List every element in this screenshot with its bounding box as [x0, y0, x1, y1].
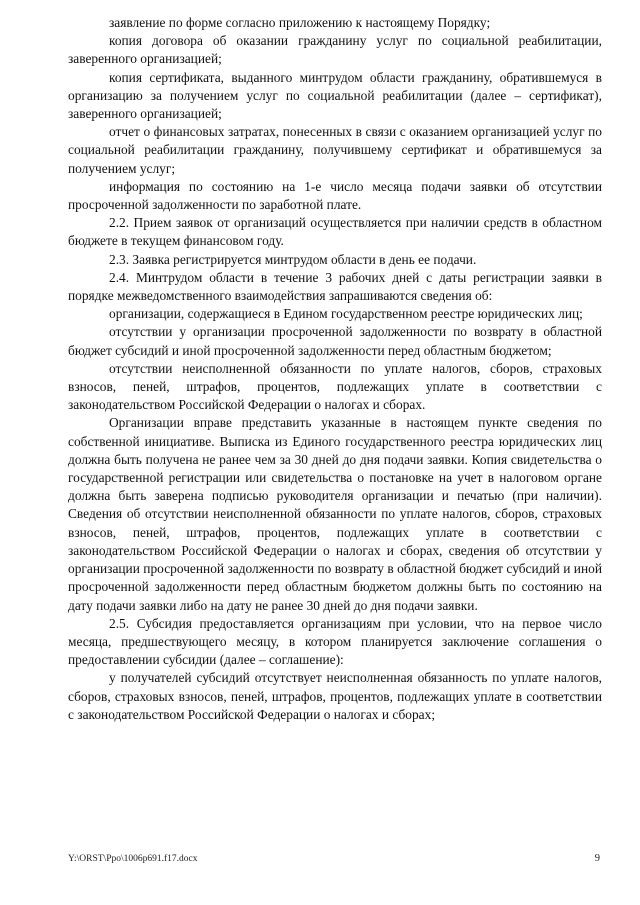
paragraph-financial-report: отчет о финансовых затратах, понесенных в связи с оказанием организацией услуг по социальной реабилитации гражданину, получившему сертификат и обратившемуся за получением услуг; [68, 124, 602, 176]
paragraph-2-5: 2.5. Субсидия предоставляется организациям при условии, что на первое число месяца, предшествующего месяцу, в котором планируется заключение соглашения о предоставлении субсидии (далее – соглашение): [68, 615, 602, 668]
paragraph-own-initiative: Организации вправе представить указанные в настоящем пункте сведения по собственной инициативе. Выписка из Единого государственного реестра юридических лиц должна быть получена не ранее чем за 30 дней до дня подачи заявки. Копия свидетельства о государственной регистрации или свидетельства о постановке на учет в налоговом органе должна быть заверена подписью руководителя организации и печатью (при наличии). Сведения об отсутствии неисполненной обязанности по уплате налогов, сборов, страховых взносов, пеней, штрафов, процентов, подлежащих уплате в соответствии с законодательством Российской Федерации о налогах и сборах, сведения об отсутствии у организации просроченной задолженности по возврату в областной бюджет субсидий и иной просроченной задолженности перед областным бюджетом должны быть по состоянию на дату подачи заявки либо на дату не ранее 30 дней до дня подачи заявки. [68, 415, 602, 613]
footer-file-path: Y:\ORST\Ppo\1006p691.f17.docx [68, 854, 198, 864]
paragraph-salary-debt-info: информация по состоянию на 1-е число месяца подачи заявки об отсутствии просроченной задолженности по заработной плате. [68, 178, 602, 213]
paragraph-2-4: 2.4. Минтрудом области в течение 3 рабочих дней с даты регистрации заявки в порядке межведомственного взаимодействия запрашиваются сведения об: [68, 269, 602, 304]
paragraph-tax-obligations: отсутствии неисполненной обязанности по уплате налогов, сборов, страховых взносов, пеней, штрафов, процентов, подлежащих уплате в соответствии с законодательством Российской Федерации о налогах и сборах. [68, 360, 602, 413]
paragraph-application-form: заявление по форме согласно приложению к настоящему Порядку; [109, 15, 491, 30]
page-number: 9 [594, 853, 600, 864]
paragraph-no-tax-debt: у получателей субсидий отсутствует неисполненная обязанность по уплате налогов, сборов, страховых взносов, пеней, штрафов, процентов, подлежащих уплате в соответствии с законодательством Российской Федерации о налогах и сборах; [68, 670, 602, 722]
paragraph-egrul-info: организации, содержащиеся в Едином государственном реестре юридических лиц; [109, 306, 583, 322]
paragraph-budget-debt: отсутствии у организации просроченной задолженности по возврату в областной бюджет субсидий и иной просроченной задолженности перед областным бюджетом; [68, 324, 602, 358]
document-body [68, 14, 602, 724]
paragraph-2-3: 2.3. Заявка регистрируется минтрудом области в день ее подачи. [109, 251, 477, 267]
paragraph-2-2: 2.2. Прием заявок от организаций осуществляется при наличии средств в областном бюджете в текущем финансовом году. [68, 215, 602, 249]
paragraph-certificate-copy: копия сертификата, выданного минтрудом области гражданину, обратившемуся в организацию за получением услуг по социальной реабилитации (далее – сертификат), заверенного организацией; [68, 69, 602, 122]
paragraph-contract-copy: копия договора об оказании гражданину услуг по социальной реабилитации, заверенного организацией; [68, 33, 602, 67]
